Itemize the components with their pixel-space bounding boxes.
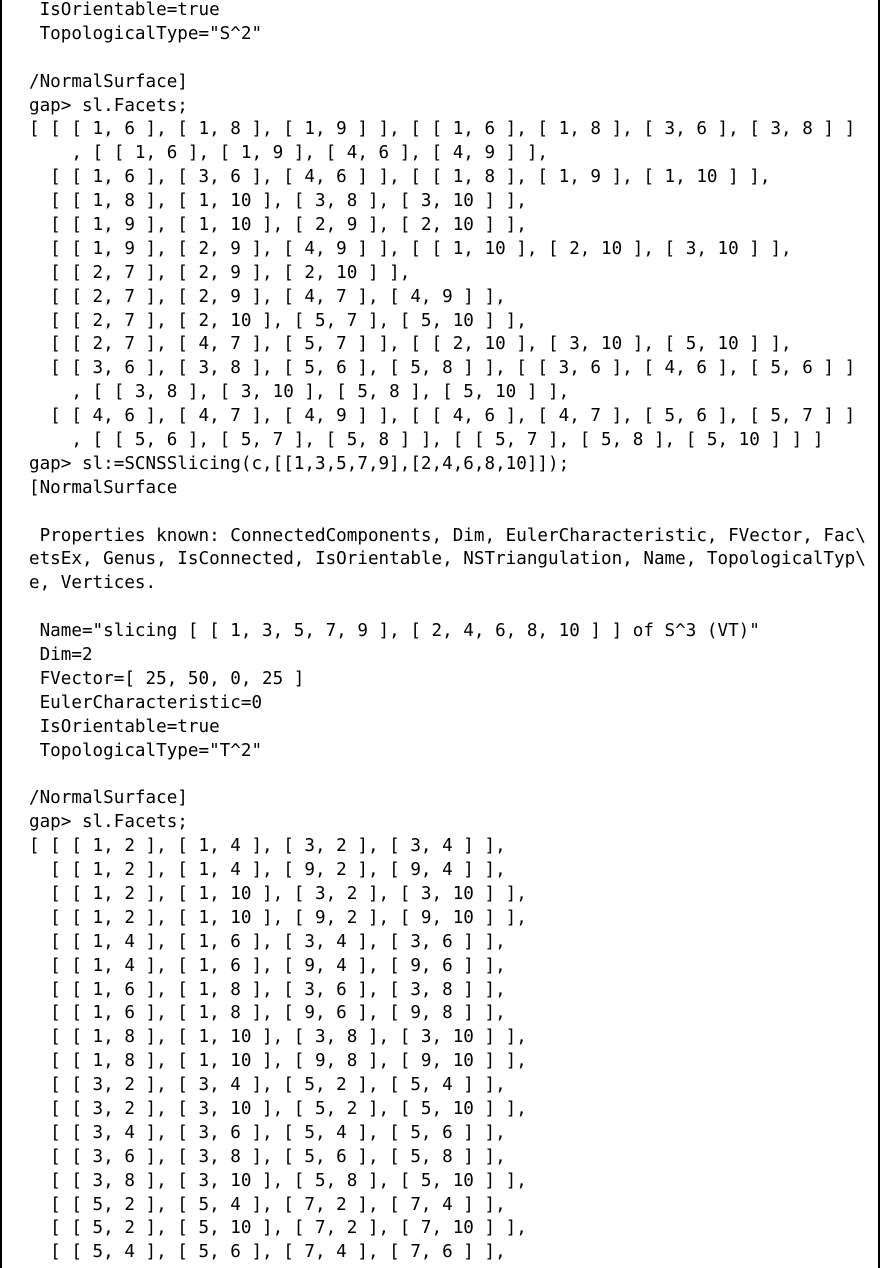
console-line: [ [ 3, 6 ], [ 3, 8 ], [ 5, 6 ], [ 5, 8 ] ], [ [ 3, 6 ], [ 4, 6 ], [ 5, 6 ] ] bbox=[29, 358, 856, 379]
console-line: , [ [ 3, 8 ], [ 3, 10 ], [ 5, 8 ], [ 5, 10 ] ], bbox=[29, 382, 570, 403]
console-line: [ [ 3, 4 ], [ 3, 6 ], [ 5, 4 ], [ 5, 6 ] ], bbox=[29, 1122, 506, 1143]
console-line: TopologicalType="S^2" bbox=[29, 23, 263, 44]
gap-console-output bbox=[29, 0, 866, 1265]
console-line: gap> sl.Facets; bbox=[29, 95, 188, 116]
console-line: [ [ 1, 6 ], [ 1, 8 ], [ 3, 6 ], [ 3, 8 ] ], bbox=[29, 979, 506, 1000]
console-line: , [ [ 1, 6 ], [ 1, 9 ], [ 4, 6 ], [ 4, 9 ] ], bbox=[29, 143, 549, 164]
console-line: [ [ 1, 4 ], [ 1, 6 ], [ 3, 4 ], [ 3, 6 ] ], bbox=[29, 931, 506, 952]
console-line: etsEx, Genus, IsConnected, IsOrientable, NSTriangulation, Name, TopologicalTyp\ bbox=[29, 549, 866, 570]
console-line: EulerCharacteristic=0 bbox=[29, 692, 263, 713]
console-line: [NormalSurface bbox=[29, 477, 178, 498]
console-line: Dim=2 bbox=[29, 645, 93, 666]
console-line bbox=[29, 764, 866, 788]
console-line: [ [ 5, 2 ], [ 5, 4 ], [ 7, 2 ], [ 7, 4 ] ], bbox=[29, 1194, 506, 1215]
console-line: [ [ 2, 7 ], [ 2, 9 ], [ 4, 7 ], [ 4, 9 ] ], bbox=[29, 286, 506, 307]
console-line: [ [ 1, 2 ], [ 1, 4 ], [ 9, 2 ], [ 9, 4 ] ], bbox=[29, 860, 506, 881]
console-line: [ [ 3, 2 ], [ 3, 4 ], [ 5, 2 ], [ 5, 4 ] ], bbox=[29, 1075, 506, 1096]
console-line: , [ [ 5, 6 ], [ 5, 7 ], [ 5, 8 ] ], [ [ 5, 7 ], [ 5, 8 ], [ 5, 10 ] ] ] bbox=[29, 430, 824, 451]
console-line: [ [ 4, 6 ], [ 4, 7 ], [ 4, 9 ] ], [ [ 4, 6 ], [ 4, 7 ], [ 5, 6 ], [ 5, 7 ] ] bbox=[29, 406, 856, 427]
console-line: IsOrientable=true bbox=[29, 0, 220, 20]
console-line: Properties known: ConnectedComponents, Dim, EulerCharacteristic, FVector, Fac\ bbox=[29, 525, 866, 546]
console-line: [ [ 1, 6 ], [ 3, 6 ], [ 4, 6 ] ], [ [ 1, 8 ], [ 1, 9 ], [ 1, 10 ] ], bbox=[29, 167, 771, 188]
console-line: e, Vertices. bbox=[29, 573, 157, 594]
console-line: IsOrientable=true bbox=[29, 716, 220, 737]
console-line: [ [ 3, 6 ], [ 3, 8 ], [ 5, 6 ], [ 5, 8 ] ], bbox=[29, 1146, 506, 1167]
console-line bbox=[29, 47, 866, 71]
console-line: [ [ 2, 7 ], [ 4, 7 ], [ 5, 7 ] ], [ [ 2, 10 ], [ 3, 10 ], [ 5, 10 ] ], bbox=[29, 334, 792, 355]
console-line: [ [ [ 1, 2 ], [ 1, 4 ], [ 3, 2 ], [ 3, 4 ] ], bbox=[29, 836, 506, 857]
console-line: [ [ 1, 9 ], [ 2, 9 ], [ 4, 9 ] ], [ [ 1, 10 ], [ 2, 10 ], [ 3, 10 ] ], bbox=[29, 238, 792, 259]
console-line: [ [ 5, 4 ], [ 5, 6 ], [ 7, 4 ], [ 7, 6 ] ], bbox=[29, 1242, 506, 1263]
console-line: gap> sl.Facets; bbox=[29, 812, 188, 833]
console-line: gap> sl:=SCNSSlicing(c,[[1,3,5,7,9],[2,4,6,8,10]]); bbox=[29, 453, 570, 474]
console-line: FVector=[ 25, 50, 0, 25 ] bbox=[29, 668, 305, 689]
console-line: /NormalSurface] bbox=[29, 788, 188, 809]
console-line bbox=[29, 501, 866, 525]
console-line: [ [ 1, 2 ], [ 1, 10 ], [ 3, 2 ], [ 3, 10 ] ], bbox=[29, 883, 527, 904]
console-line: [ [ 1, 8 ], [ 1, 10 ], [ 9, 8 ], [ 9, 10 ] ], bbox=[29, 1051, 527, 1072]
console-line: [ [ 3, 8 ], [ 3, 10 ], [ 5, 8 ], [ 5, 10 ] ], bbox=[29, 1170, 527, 1191]
console-line: [ [ 2, 7 ], [ 2, 9 ], [ 2, 10 ] ], bbox=[29, 262, 411, 283]
console-line: [ [ [ 1, 6 ], [ 1, 8 ], [ 1, 9 ] ], [ [ 1, 6 ], [ 1, 8 ], [ 3, 6 ], [ 3, 8 ] ] bbox=[29, 119, 856, 140]
console-line: [ [ 1, 6 ], [ 1, 8 ], [ 9, 6 ], [ 9, 8 ] ], bbox=[29, 1003, 506, 1024]
console-line: [ [ 1, 8 ], [ 1, 10 ], [ 3, 8 ], [ 3, 10 ] ], bbox=[29, 1027, 527, 1048]
console-line bbox=[29, 596, 866, 620]
console-line: [ [ 1, 2 ], [ 1, 10 ], [ 9, 2 ], [ 9, 10 ] ], bbox=[29, 907, 527, 928]
console-line: /NormalSurface] bbox=[29, 71, 188, 92]
console-line: [ [ 1, 8 ], [ 1, 10 ], [ 3, 8 ], [ 3, 10 ] ], bbox=[29, 191, 527, 212]
console-line: Name="slicing [ [ 1, 3, 5, 7, 9 ], [ 2, 4, 6, 8, 10 ] ] of S^3 (VT)" bbox=[29, 621, 760, 642]
console-line: [ [ 3, 2 ], [ 3, 10 ], [ 5, 2 ], [ 5, 10 ] ], bbox=[29, 1098, 527, 1119]
console-line: TopologicalType="T^2" bbox=[29, 740, 263, 761]
console-line: [ [ 1, 9 ], [ 1, 10 ], [ 2, 9 ], [ 2, 10 ] ], bbox=[29, 215, 527, 236]
console-line: [ [ 2, 7 ], [ 2, 10 ], [ 5, 7 ], [ 5, 10 ] ], bbox=[29, 310, 527, 331]
console-line: [ [ 5, 2 ], [ 5, 10 ], [ 7, 2 ], [ 7, 10 ] ], bbox=[29, 1218, 527, 1239]
console-line: [ [ 1, 4 ], [ 1, 6 ], [ 9, 4 ], [ 9, 6 ] ], bbox=[29, 955, 506, 976]
